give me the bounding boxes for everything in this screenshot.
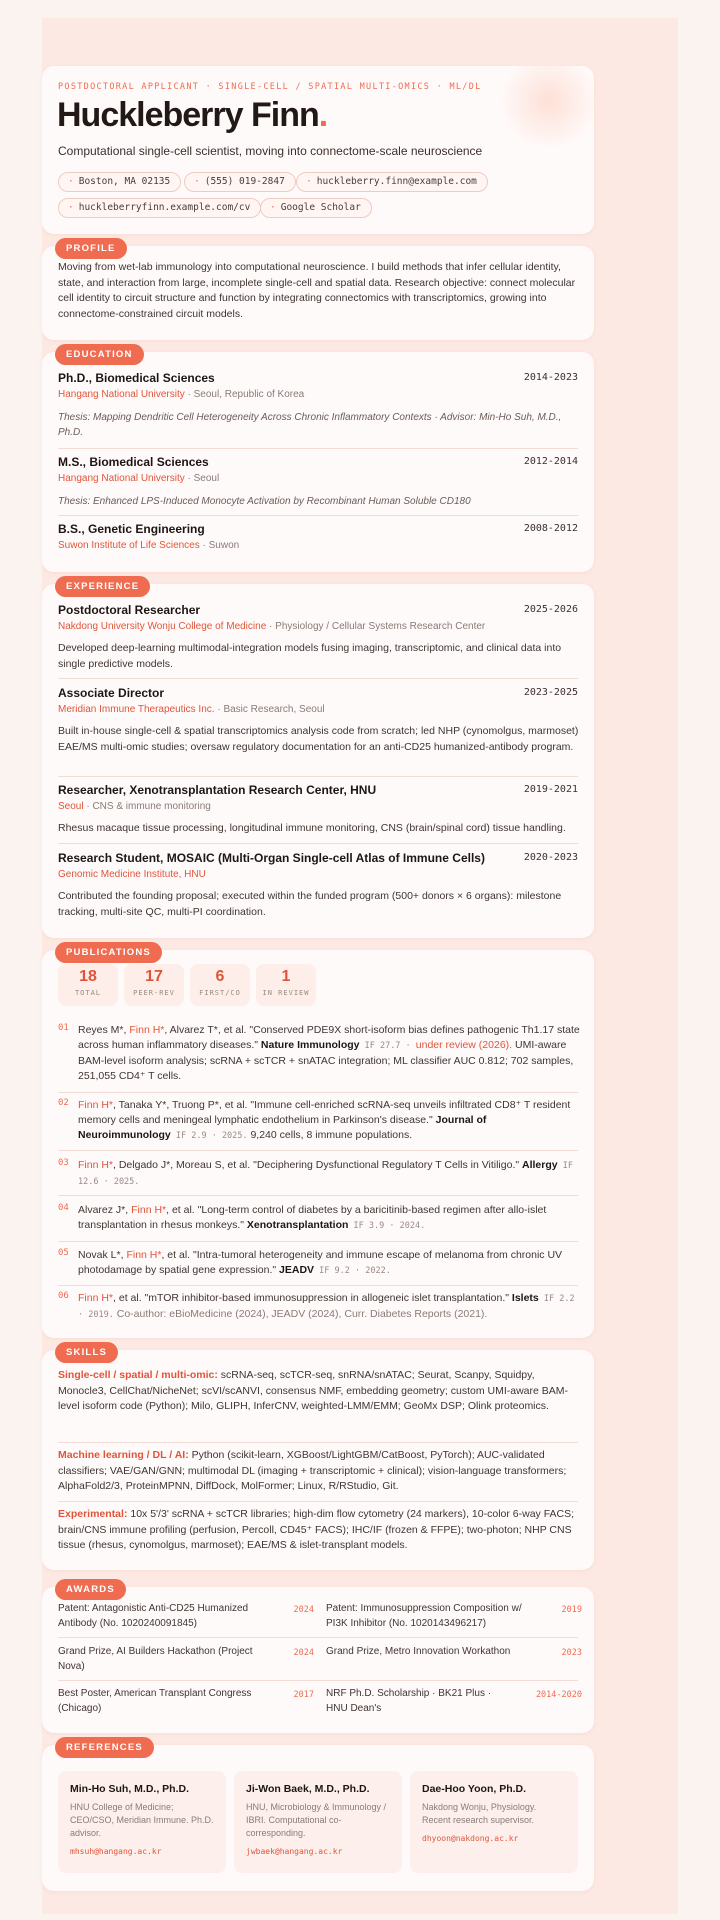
education-card bbox=[42, 352, 594, 572]
edu-degree: Ph.D., Biomedical Sciences bbox=[58, 371, 215, 385]
divider bbox=[58, 1680, 578, 1681]
divider bbox=[58, 1285, 578, 1286]
stat-first-co: 6 FIRST/CO bbox=[190, 964, 250, 1006]
exp-desc: Rhesus macaque tissue processing, longitudinal immune monitoring, CNS (brain/spinal cord) tissue handling. bbox=[58, 822, 566, 834]
reference-card bbox=[234, 1771, 402, 1873]
exp-org-line: Genomic Medicine Institute, HNU bbox=[58, 869, 206, 880]
section-pill-references: REFERENCES bbox=[55, 1737, 154, 1758]
section-pill-profile: PROFILE bbox=[55, 238, 127, 259]
exp-title: Researcher, Xenotransplantation Research Center, HNU bbox=[58, 783, 377, 797]
reference-desc: Nakdong Wonju, Physiology. Recent research supervisor. bbox=[422, 1802, 537, 1825]
edu-thesis: Thesis: Mapping Dendritic Cell Heterogeneity Across Chronic Inflammatory Contexts · Advisor: Min-Ho Suh, M.D., Ph.D. bbox=[58, 412, 562, 438]
email-icon: · bbox=[306, 176, 312, 187]
scholar-icon: · bbox=[270, 202, 276, 213]
awards-card bbox=[42, 1587, 594, 1733]
award-item: Patent: Antagonistic Anti-CD25 Humanized Antibody (No. 1020240091845) 2024 bbox=[58, 1603, 314, 1629]
exp-title: Postdoctoral Researcher bbox=[58, 603, 201, 617]
eyebrow: POSTDOCTORAL APPLICANT · SINGLE-CELL / SPATIAL MULTI-OMICS · ML/DL bbox=[58, 82, 482, 92]
edu-date: 2014-2023 bbox=[523, 372, 578, 383]
publication-text: Finn H*, et al. "mTOR inhibitor-based immunosuppression in allogeneic islet transplantation." Islets IF 2.2 · 2019. Co-author: eBioMedicine (2024), JEADV (2024), Curr. Diabetes Reports (2021). bbox=[78, 1292, 575, 1320]
exp-title: Research Student, MOSAIC (Multi-Organ Single-cell Atlas of Immune Cells) bbox=[58, 851, 485, 865]
profile-text: Moving from wet-lab immunology into computational neuroscience. I build methods that infer cellular identity, state, and interaction from large, incomplete single-cell and spatial data. Research objective: connect molecular cell identity to circuit structure and function by integrating connectomics with transcriptomics, growing into connectome-constrained circuit models. bbox=[58, 261, 576, 320]
divider bbox=[58, 515, 578, 516]
contact-scholar[interactable]: · Google Scholar bbox=[260, 198, 372, 218]
stat-peer-reviewed: 17 PEER-REV bbox=[124, 964, 184, 1006]
publication-item: 03 Finn H*, Delgado J*, Moreau S, et al. "Deciphering Dysfunctional Regulatory T Cells in Vitiligo." Allergy IF 12.6 · 2025. bbox=[58, 1158, 580, 1190]
references-card bbox=[42, 1745, 594, 1891]
reference-name: Min-Ho Suh, M.D., Ph.D. bbox=[70, 1783, 189, 1795]
experience-card bbox=[42, 584, 594, 938]
reference-desc: HNU, Microbiology & Immunology / IBRI. Computational co-corresponding. bbox=[246, 1802, 387, 1838]
publication-item: 02 Finn H*, Tanaka Y*, Truong P*, et al. "Immune cell-enriched scRNA-seq unveils infiltrated CD8⁺ T resident memory cells and meningeal lymphatic endothelium in Parkinson's disease." Journal of Neuroimmunology IF 2.9 · 2025. 9,240 cells, 8 immune populations. bbox=[58, 1098, 580, 1144]
publication-text: Finn H*, Tanaka Y*, Truong P*, et al. "Immune cell-enriched scRNA-seq unveils infiltrated CD8⁺ T resident memory cells and meningeal lymphatic endothelium in Parkinson's disease." Journal of Neuroimmunology IF 2.9 · 2025. 9,240 cells, 8 immune populations. bbox=[78, 1099, 571, 1141]
publication-item: 04 Alvarez J*, Finn H*, et al. "Long-term control of diabetes by a baricitinib-based regimen after allo-islet transplantation in rhesus monkeys." Xenotransplantation IF 3.9 · 2024. bbox=[58, 1203, 580, 1234]
name-text: Huckleberry Finn bbox=[57, 96, 319, 134]
exp-desc: Contributed the founding proposal; executed within the funded program (500+ donors × 6 organs): milestone tracking, multi-site QC, multi-PI coordination. bbox=[58, 890, 562, 918]
skill-group: Single-cell / spatial / multi-omic: scRNA-seq, scTCR-seq, snRNA/snATAC; Seurat, Scanpy, Squidpy, Monocle3, CellChat/NicheNet; scVI/scANVI, consensus NMF, embedding geometry; custom UMI-aware BAM-level isoform code (Python); Milo, GLIPH, InferCNV, weighted-LMM/EMM; GeoMx DSP; Olink proteomics. bbox=[58, 1369, 569, 1413]
section-pill-education: EDUCATION bbox=[55, 344, 144, 365]
divider bbox=[58, 448, 578, 449]
contact-email[interactable]: · huckleberry.finn@example.com bbox=[296, 172, 488, 192]
divider bbox=[58, 1195, 578, 1196]
header-card bbox=[42, 66, 594, 234]
divider bbox=[58, 1637, 578, 1638]
section-pill-experience: EXPERIENCE bbox=[55, 576, 150, 597]
web-icon: · bbox=[68, 202, 74, 213]
award-item: Best Poster, American Transplant Congress (Chicago) 2017 bbox=[58, 1688, 314, 1714]
publication-text: Novak L*, Finn H*, et al. "Intra-tumoral heterogeneity and immune escape of melanoma from chronic UV photodamage by spatial gene expression." JEADV IF 9.2 · 2022. bbox=[78, 1249, 563, 1276]
divider bbox=[58, 678, 578, 679]
publication-text: Finn H*, Delgado J*, Moreau S, et al. "Deciphering Dysfunctional Regulatory T Cells in Vitiligo." Allergy IF 12.6 · 2025. bbox=[78, 1159, 573, 1187]
exp-desc: Developed deep-learning multimodal-integration models fusing imaging, transcriptomic, and clinical data into single predictive models. bbox=[58, 642, 562, 670]
skills-card bbox=[42, 1350, 594, 1570]
stat-in-review: 1 IN REVIEW bbox=[256, 964, 316, 1006]
publication-text: Alvarez J*, Finn H*, et al. "Long-term control of diabetes by a baricitinib-based regimen after allo-islet transplantation in rhesus monkeys." Xenotransplantation IF 3.9 · 2024. bbox=[78, 1204, 547, 1231]
exp-date: 2023-2025 bbox=[523, 687, 578, 698]
phone-icon: · bbox=[194, 176, 200, 187]
divider bbox=[58, 843, 578, 844]
edu-school-line: Suwon Institute of Life Sciences · Suwon bbox=[58, 540, 240, 551]
reference-card bbox=[410, 1771, 578, 1873]
publication-item: 01 Reyes M*, Finn H*, Alvarez T*, et al. "Conserved PDE9X short-isoform bias defines pathogenic Th1.17 state across human inflammatory diseases." Nature Immunology IF 27.7 · under review (2026). UMI-aware BAM-level isoform analysis; scRNA + scTCR + snATAC integration; ML classifier AUC 0.812; 702 samples, 251,055 CD4⁺ T cells. bbox=[58, 1023, 580, 1082]
skill-group: Experimental: 10x 5'/3' scRNA + scTCR libraries; high-dim flow cytometry (24 markers), 10-color 6-way FACS; brain/CNS immune profiling (perfusion, Percoll, CD45⁺ FACS); IHC/IF (frozen & FFPE); two-photon; NHP CNS tissue (rhesus, cynomolgus, marmoset); EAE/MS & islet-transplant models. bbox=[58, 1508, 575, 1552]
publication-item: 05 Novak L*, Finn H*, et al. "Intra-tumoral heterogeneity and immune escape of melanoma from chronic UV photodamage by spatial gene expression." JEADV IF 9.2 · 2022. bbox=[58, 1248, 580, 1279]
reference-desc: HNU College of Medicine; CEO/CSO, Meridian Immune. Ph.D. advisor. bbox=[70, 1802, 214, 1838]
divider bbox=[58, 1150, 578, 1151]
contact-website[interactable]: · huckleberryfinn.example.com/cv bbox=[58, 198, 261, 218]
divider bbox=[58, 1442, 578, 1443]
location-icon: · bbox=[68, 176, 74, 187]
award-item: Patent: Immunosuppression Composition w/ PI3K Inhibitor (No. 1020143496217) 2019 bbox=[326, 1603, 582, 1629]
publication-item: 06 Finn H*, et al. "mTOR inhibitor-based immunosuppression in allogeneic islet transplantation." Islets IF 2.2 · 2019. Co-author: eBioMedicine (2024), JEADV (2024), Curr. Diabetes Reports (2021). bbox=[58, 1291, 580, 1323]
reference-email[interactable]: mhsuh@hangang.ac.kr bbox=[70, 1847, 162, 1856]
award-item: Grand Prize, Metro Innovation Workathon 2023 bbox=[326, 1646, 582, 1658]
header-glow bbox=[494, 66, 594, 146]
section-pill-publications: PUBLICATIONS bbox=[55, 942, 162, 963]
divider bbox=[58, 1092, 578, 1093]
reference-email[interactable]: dhyoon@nakdong.ac.kr bbox=[422, 1834, 519, 1843]
edu-school-line: Hangang National University · Seoul bbox=[58, 473, 220, 484]
contact-location: · Boston, MA 02135 bbox=[58, 172, 181, 192]
reference-name: Dae-Hoo Yoon, Ph.D. bbox=[422, 1783, 527, 1795]
section-pill-skills: SKILLS bbox=[55, 1342, 118, 1363]
reference-email[interactable]: jwbaek@hangang.ac.kr bbox=[246, 1847, 343, 1856]
candidate-name bbox=[57, 96, 327, 135]
exp-desc: Built in-house single-cell & spatial transcriptomics analysis code from scratch; led NHP (cynomolgus, marmoset) EAE/MS multi-omic studies; oversaw regulatory documentation for an anti-CD25 humanized-antibody program. bbox=[58, 725, 579, 753]
exp-date: 2025-2026 bbox=[523, 604, 578, 615]
edu-thesis: Thesis: Enhanced LPS-Induced Monocyte Activation by Recombinant Human Soluble CD180 bbox=[58, 496, 471, 507]
exp-org-line: Nakdong University Wonju College of Medicine · Physiology / Cellular Systems Research Center bbox=[58, 621, 486, 632]
name-dot: . bbox=[318, 96, 328, 134]
award-item: Grand Prize, AI Builders Hackathon (Project Nova) 2024 bbox=[58, 1646, 314, 1672]
profile-card bbox=[42, 246, 594, 340]
exp-org-line: Seoul · CNS & immune monitoring bbox=[58, 801, 211, 812]
section-pill-awards: AWARDS bbox=[55, 1579, 126, 1600]
edu-date: 2012-2014 bbox=[523, 456, 578, 467]
publications-card bbox=[42, 950, 594, 1338]
skill-group: Machine learning / DL / AI: Python (scikit-learn, XGBoost/LightGBM/CatBoost, PyTorch); AUC-validated classifiers; VAE/GAN/GNN; multimodal DL (imaging + transcriptomic + clinical); vision-language transformers; AlphaFold2/3, ProteinMPNN, DiffDock, MolFormer; Linux, R/RStudio, Git. bbox=[58, 1449, 567, 1493]
reference-name: Ji-Won Baek, M.D., Ph.D. bbox=[246, 1783, 370, 1795]
edu-date: 2008-2012 bbox=[523, 523, 578, 534]
exp-date: 2019-2021 bbox=[523, 784, 578, 795]
edu-school-line: Hangang National University · Seoul, Republic of Korea bbox=[58, 389, 305, 400]
publication-text: Reyes M*, Finn H*, Alvarez T*, et al. "Conserved PDE9X short-isoform bias defines pathogenic Th1.17 state across human inflammatory diseases." Nature Immunology IF 27.7 · under review (2026). UMI-aware BAM-level isoform analysis; scRNA + scTCR + snATAC integration; ML classifier AUC 0.812; 702 samples, 251,055 CD4⁺ T cells. bbox=[78, 1024, 580, 1082]
stat-total: 18 TOTAL bbox=[58, 964, 118, 1006]
contact-phone[interactable]: · (555) 019-2847 bbox=[184, 172, 296, 192]
reference-card bbox=[58, 1771, 226, 1873]
edu-degree: M.S., Biomedical Sciences bbox=[58, 455, 209, 469]
award-item: NRF Ph.D. Scholarship · BK21 Plus · HNU Dean's 2014-2020 bbox=[326, 1688, 582, 1714]
divider bbox=[58, 776, 578, 777]
tagline: Computational single-cell scientist, moving into connectome-scale neuroscience bbox=[58, 144, 483, 158]
exp-org-line: Meridian Immune Therapeutics Inc. · Basic Research, Seoul bbox=[58, 704, 325, 715]
edu-degree: B.S., Genetic Engineering bbox=[58, 522, 205, 536]
exp-date: 2020-2023 bbox=[523, 852, 578, 863]
divider bbox=[58, 1501, 578, 1502]
divider bbox=[58, 1241, 578, 1242]
exp-title: Associate Director bbox=[58, 686, 165, 700]
